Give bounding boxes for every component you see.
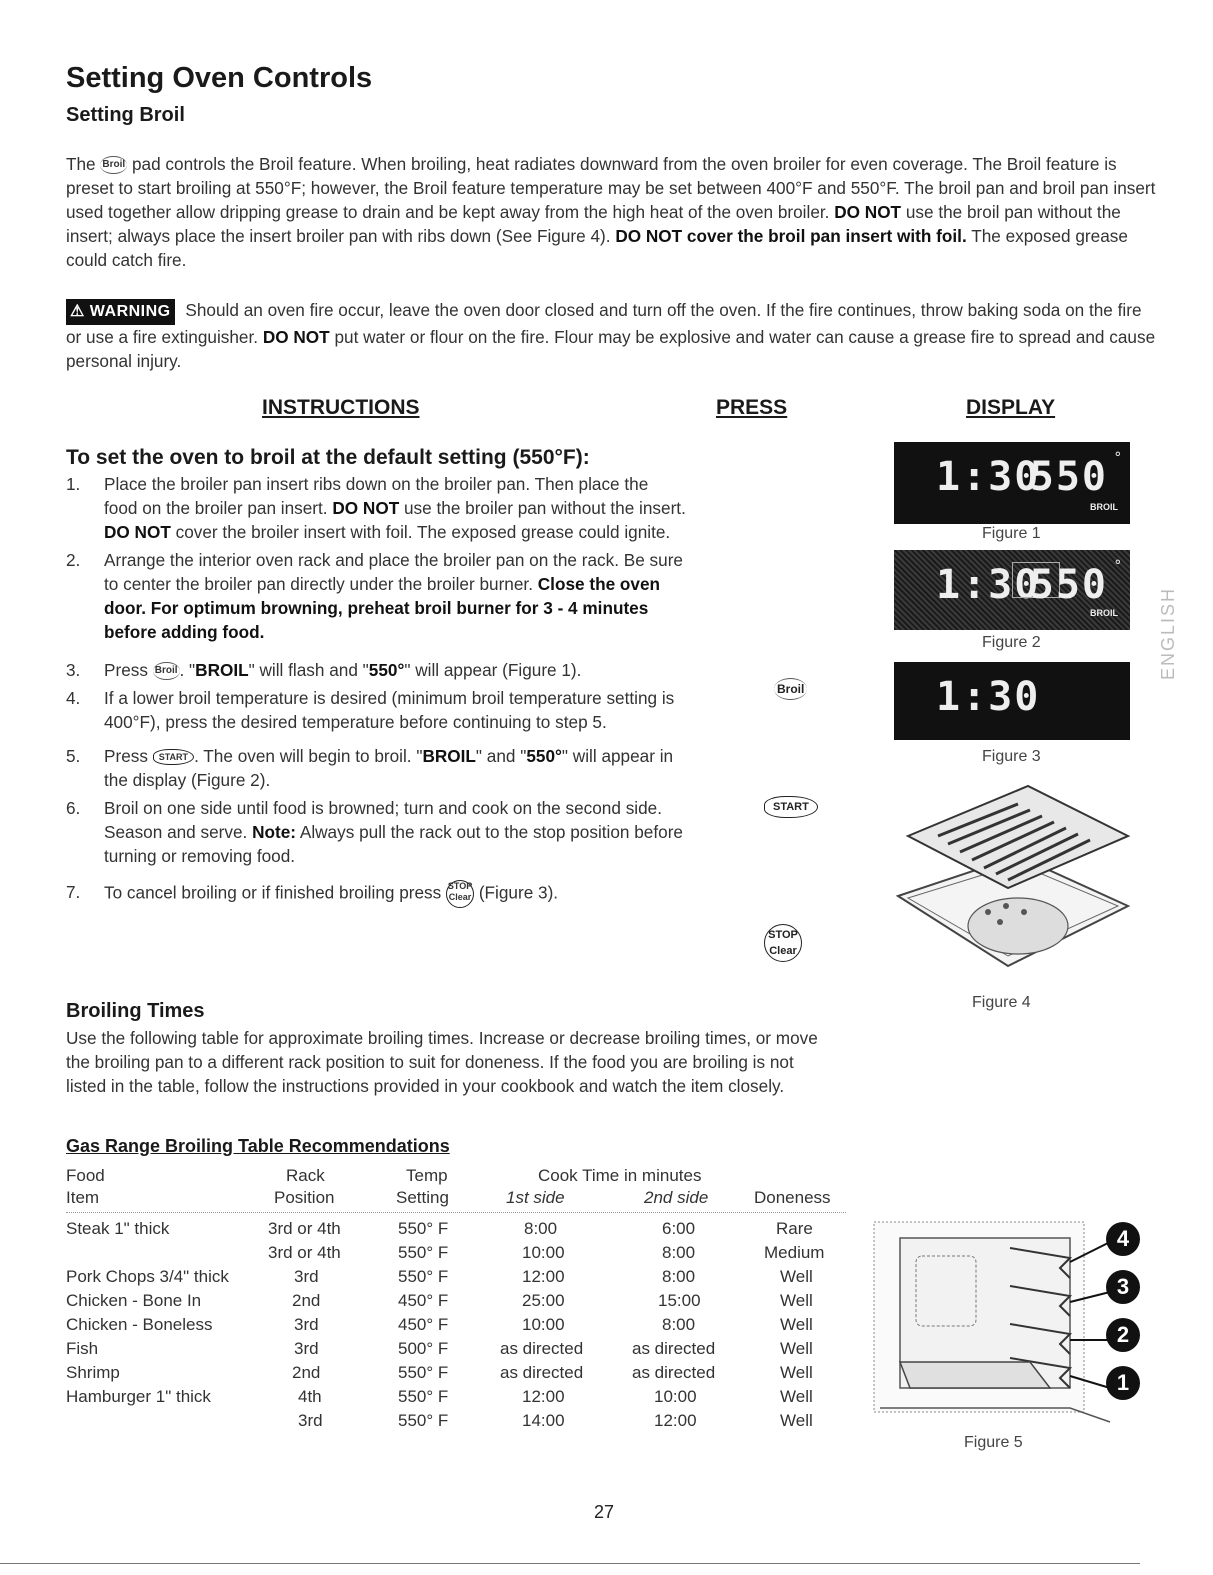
degree-symbol: ° <box>1113 450 1122 466</box>
step-1 <box>66 472 686 544</box>
table-row <box>66 1217 846 1241</box>
cell-2nd-side: as directed <box>632 1339 716 1358</box>
cell-2nd-side: 8:00 <box>662 1243 696 1262</box>
cell-2nd-side: 8:00 <box>662 1315 696 1334</box>
cell-1st-side: 12:00 <box>522 1267 565 1286</box>
table-row <box>66 1289 846 1313</box>
cell-1st-side: 10:00 <box>522 1315 565 1334</box>
rack-position-badge: 4 <box>1106 1222 1140 1256</box>
cell-food: Hamburger 1" thick <box>66 1387 211 1406</box>
steps-list <box>66 472 686 912</box>
intro-bold-2: DO NOT cover the broil pan insert with foil. <box>615 226 967 246</box>
display-temp: 550 <box>1029 562 1108 608</box>
step-text: Place the broiler pan insert ribs down on the broiler pan. Then place the food on the broiler pan insert. <box>104 474 649 518</box>
cell-doneness: Well <box>780 1315 813 1334</box>
cell-temp: 550° F <box>398 1243 449 1262</box>
step-bold: Close the oven door. For optimum browning, preheat broil burner for 3 - 4 minutes before adding food. <box>104 574 661 642</box>
step-bold: Note: <box>252 822 297 842</box>
display-figure-1 <box>894 442 1130 524</box>
step-text: (Figure 3). <box>478 882 559 903</box>
step-bold: DO NOT <box>104 522 171 542</box>
cell-rack: 3rd <box>294 1267 319 1286</box>
cell-doneness: Well <box>780 1387 813 1406</box>
step-text: " will appear in the display (Figure 2). <box>104 746 674 790</box>
cell-rack: 3rd or 4th <box>268 1243 341 1262</box>
table-row <box>66 1313 846 1337</box>
step-text: " will flash and " <box>248 660 369 680</box>
cell-temp: 450° F <box>398 1315 449 1334</box>
cell-temp: 550° F <box>398 1267 449 1286</box>
broiling-times-title: Broiling Times <box>66 1000 205 1022</box>
step-bold: 550° <box>368 660 405 680</box>
step-3 <box>66 658 686 682</box>
table-row <box>66 1409 846 1433</box>
step-bold: BROIL <box>422 746 476 766</box>
cell-temp: 550° F <box>398 1219 449 1238</box>
display-figure-3 <box>894 662 1130 740</box>
col-header-2nd-side: 2nd side <box>644 1188 709 1207</box>
warning-paragraph <box>66 298 1156 373</box>
col-header-item: Item <box>66 1188 100 1207</box>
cell-food: Steak 1" thick <box>66 1219 170 1238</box>
step-text: " will appear (Figure 1). <box>404 660 582 680</box>
cell-temp: 550° F <box>398 1363 449 1382</box>
step-bold: DO NOT <box>332 498 400 518</box>
cell-food: Chicken - Boneless <box>66 1315 213 1334</box>
intro-bold-1: DO NOT <box>834 202 902 222</box>
step-text: If a lower broil temperature is desired (minimum broil temperature setting is 400°F), press the desired temperature before continuing to step 5. <box>104 688 675 732</box>
broil-key-icon: Broil <box>100 156 127 174</box>
cell-doneness: Medium <box>764 1243 825 1262</box>
default-section-title: To set the oven to broil at the default setting (550°F): <box>66 446 590 469</box>
cell-rack: 3rd <box>294 1339 319 1358</box>
step-text: Press <box>104 660 148 680</box>
step-text: use the broiler pan without the insert. <box>404 498 686 518</box>
step-number: 1. <box>66 474 81 494</box>
start-key-icon: START <box>764 796 818 818</box>
clear-label: Clear <box>448 892 472 902</box>
col-header-doneness: Doneness <box>754 1188 831 1207</box>
display-header: DISPLAY <box>966 396 1056 419</box>
step-text: cover the broiler insert with foil. The exposed grease could ignite. <box>175 522 671 542</box>
cell-1st-side: 10:00 <box>522 1243 565 1262</box>
cell-rack: 2nd <box>292 1291 321 1310</box>
rack-position-badge: 2 <box>1106 1318 1140 1352</box>
intro-text-a: The <box>66 154 96 174</box>
cell-doneness: Well <box>780 1291 813 1310</box>
step-number: 7. <box>66 882 81 902</box>
step-text: Always pull the rack out to the stop position before turning or removing food. <box>104 822 683 866</box>
figure-2-caption: Figure 2 <box>982 634 1041 651</box>
cell-doneness: Rare <box>776 1219 813 1238</box>
warning-text-a: Should an oven fire occur, leave the oven door closed and turn off the oven. If the fire continues, throw baking soda on the fire or use a fire extinguisher. <box>66 300 1142 347</box>
display-time: 1:30 <box>936 562 1041 608</box>
step-text: Press <box>104 746 148 766</box>
intro-paragraph <box>66 152 1156 272</box>
page-subtitle: Setting Broil <box>66 104 185 126</box>
stop-clear-key-icon <box>446 880 474 908</box>
step-text: . " <box>179 660 196 680</box>
press-start-key[interactable] <box>764 796 818 818</box>
figure-5-caption: Figure 5 <box>964 1434 1023 1451</box>
warning-badge: ⚠ WARNING <box>66 299 175 325</box>
cell-food: Shrimp <box>66 1363 120 1382</box>
step-number: 4. <box>66 688 81 708</box>
cell-temp: 500° F <box>398 1339 449 1358</box>
table-row <box>66 1241 846 1265</box>
cell-temp: 450° F <box>398 1291 449 1310</box>
cell-1st-side: 12:00 <box>522 1387 565 1406</box>
step-number: 2. <box>66 550 81 570</box>
bottom-rule <box>0 1563 1140 1564</box>
figure-1-caption: Figure 1 <box>982 525 1041 542</box>
press-header: PRESS <box>716 396 788 419</box>
cell-2nd-side: 15:00 <box>658 1291 701 1310</box>
intro-text-c: use the broil pan without the insert; always place the insert broiler pan with ribs down (See Figure 4). <box>66 202 1121 246</box>
display-figure-2 <box>894 550 1130 630</box>
cell-temp: 550° F <box>398 1411 449 1430</box>
stop-label: STOP <box>768 929 798 941</box>
figure-4-caption: Figure 4 <box>972 994 1031 1011</box>
step-bold: BROIL <box>195 660 249 680</box>
cell-1st-side: as directed <box>500 1339 584 1358</box>
cell-rack: 3rd <box>298 1411 323 1430</box>
cell-2nd-side: 12:00 <box>654 1411 697 1430</box>
cell-food: Chicken - Bone In <box>66 1291 202 1310</box>
display-time: 1:30 <box>936 674 1041 720</box>
step-text: Broil on one side until food is browned; turn and cook on the second side. Season and serve. <box>104 798 662 842</box>
broiling-times-text: Use the following table for approximate broiling times. Increase or decrease broiling times, or move the broiling pan to a different rack position to suit for doneness. If the food you are broiling is not listed in the table, follow the instructions provided in your cookbook and watch the item closely. <box>66 1028 818 1096</box>
press-stop-clear-key[interactable] <box>764 924 802 962</box>
table-row <box>66 1361 846 1385</box>
table-row <box>66 1385 846 1409</box>
broil-key-icon: Broil <box>774 678 807 700</box>
page-title: Setting Oven Controls <box>66 62 373 94</box>
step-2 <box>66 548 686 644</box>
col-header-1st-side: 1st side <box>506 1188 565 1207</box>
col-header-setting: Setting <box>396 1188 449 1207</box>
step-text: " and " <box>475 746 527 766</box>
display-broil-label: BROIL <box>1090 502 1118 512</box>
cell-2nd-side: 6:00 <box>662 1219 696 1238</box>
cell-1st-side: 25:00 <box>522 1291 565 1310</box>
rack-position-badge: 1 <box>1106 1366 1140 1400</box>
figure-3-caption: Figure 3 <box>982 748 1041 765</box>
step-text: To cancel broiling or if finished broiling press <box>104 882 442 903</box>
col-header-cook-time: Cook Time in minutes <box>538 1166 702 1185</box>
cell-1st-side: 14:00 <box>522 1411 565 1430</box>
step-number: 6. <box>66 798 81 818</box>
step-5 <box>66 744 686 792</box>
warning-bold: DO NOT <box>262 327 330 347</box>
step-7 <box>66 880 686 908</box>
col-header-position: Position <box>274 1188 335 1207</box>
table-title: Gas Range Broiling Table Recommendations <box>66 1136 450 1156</box>
press-broil-key[interactable] <box>774 678 807 700</box>
cell-rack: 2nd <box>292 1363 321 1382</box>
broil-pan-illustration <box>868 776 1158 976</box>
degree-symbol: ° <box>1113 558 1122 574</box>
cell-doneness: Well <box>780 1267 813 1286</box>
intro-text-b: pad controls the Broil feature. When broiling, heat radiates downward from the oven broiler for even coverage. The Broil feature is preset to start broiling at 550°F; however, the Broil feature temperature may be set between 400°F and 550°F. The broil pan and broil pan insert used together allow dripping grease to drain and be kept away from the high heat of the oven broiler. <box>66 154 1156 222</box>
display-broil-label: BROIL <box>1090 608 1118 618</box>
step-4 <box>66 686 686 734</box>
cell-food: Fish <box>66 1339 99 1358</box>
step-bold: 550° <box>526 746 562 766</box>
cell-doneness: Well <box>780 1411 813 1430</box>
cell-1st-side: 8:00 <box>524 1219 558 1238</box>
cell-2nd-side: as directed <box>632 1363 716 1382</box>
step-6 <box>66 796 686 868</box>
intro-text-d: The exposed grease could catch fire. <box>66 226 1128 270</box>
table-row <box>66 1265 846 1289</box>
page-number: 27 <box>594 1502 615 1522</box>
step-text: . The oven will begin to broil. " <box>194 746 423 766</box>
cell-rack: 3rd or 4th <box>268 1219 341 1238</box>
step-text: Arrange the interior oven rack and place the broiler pan on the rack. Be sure to center the broiler pan directly under the broiler burner. <box>104 550 683 594</box>
cell-2nd-side: 10:00 <box>654 1387 697 1406</box>
cell-food: Pork Chops 3/4" thick <box>66 1267 229 1286</box>
rack-position-badge: 3 <box>1106 1270 1140 1304</box>
language-side-tab: ENGLISH <box>1158 586 1178 680</box>
cell-2nd-side: 8:00 <box>662 1267 696 1286</box>
cell-doneness: Well <box>780 1363 813 1382</box>
cell-rack: 4th <box>298 1387 322 1406</box>
cell-temp: 550° F <box>398 1387 449 1406</box>
stop-clear-key-icon <box>764 924 802 962</box>
instructions-header: INSTRUCTIONS <box>262 396 420 419</box>
cell-1st-side: as directed <box>500 1363 584 1382</box>
col-header-temp: Temp <box>406 1166 448 1185</box>
broiling-table <box>66 1165 846 1435</box>
col-header-rack: Rack <box>286 1166 325 1185</box>
warning-text-b: put water or flour on the fire. Flour may be explosive and water can cause a grease fire to spread and cause personal injury. <box>66 327 1156 371</box>
step-number: 5. <box>66 746 81 766</box>
start-key-icon: START <box>153 749 194 765</box>
display-temp: 550 <box>1029 454 1108 500</box>
clear-label: Clear <box>769 945 797 957</box>
broil-key-icon: Broil <box>153 662 180 680</box>
col-header-food: Food <box>66 1166 105 1185</box>
table-header-divider <box>66 1212 846 1213</box>
display-time: 1:30 <box>936 454 1041 500</box>
cell-doneness: Well <box>780 1339 813 1358</box>
stop-label: STOP <box>447 881 473 891</box>
step-number: 3. <box>66 660 81 680</box>
cell-rack: 3rd <box>294 1315 319 1334</box>
table-row <box>66 1337 846 1361</box>
